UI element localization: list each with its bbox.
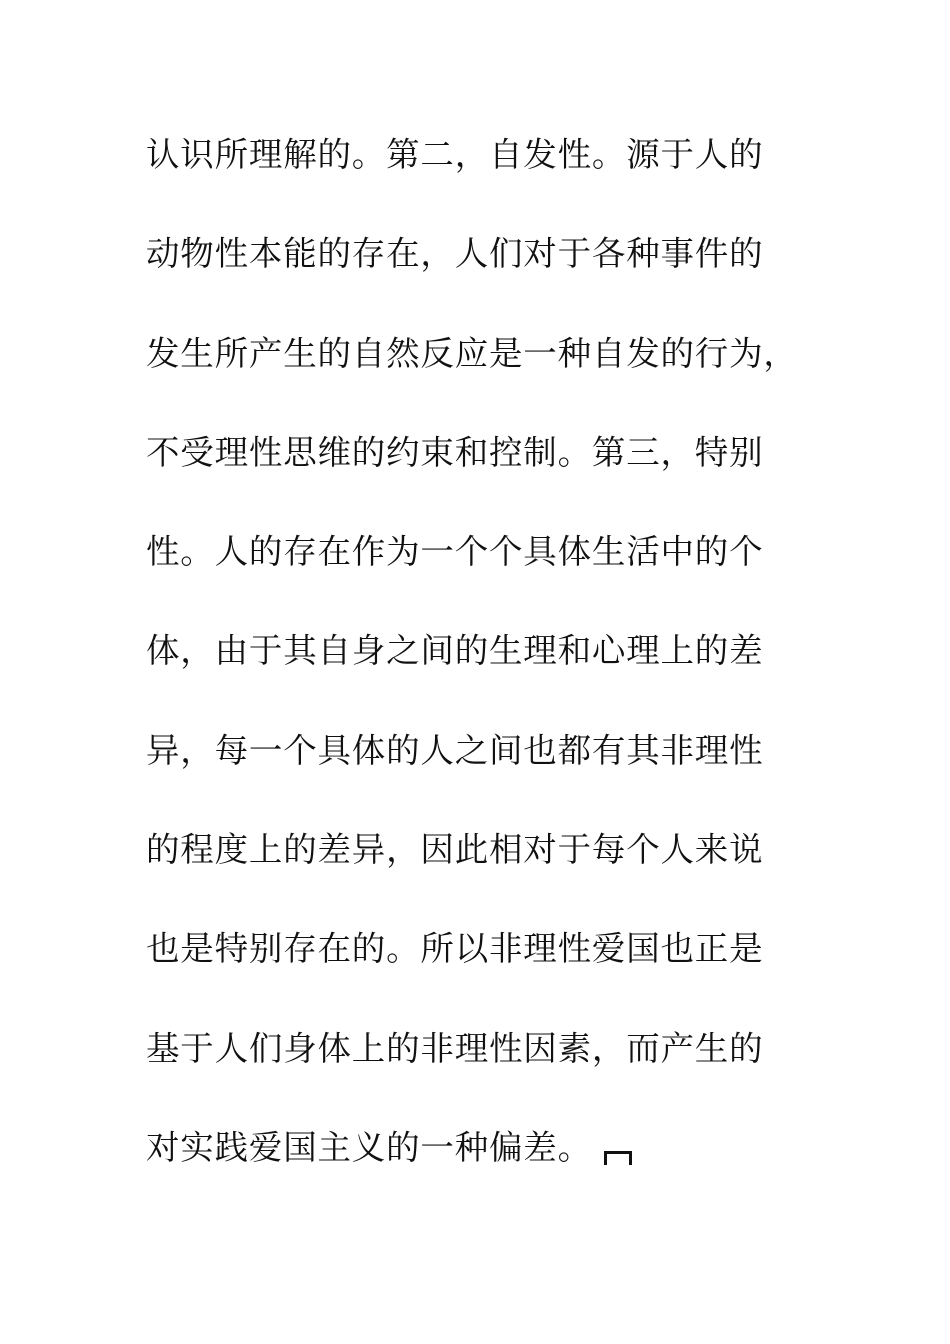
body-text [146, 120, 826, 1212]
text-line: 体，由于其自身之间的生理和心理上的差 [146, 631, 764, 671]
text-line: 异，每一个具体的人之间也都有其非理性 [146, 730, 764, 770]
text-line: 动物性本能的存在，人们对于各种事件的 [146, 234, 764, 274]
text-line: 的程度上的差异，因此相对于每个人来说 [146, 830, 764, 870]
last-text-line [146, 1113, 826, 1212]
text-line: 不受理性思维的约束和控制。第三，特别 [146, 432, 764, 472]
text-line: 认识所理解的。第二，自发性。源于人的 [146, 135, 764, 174]
text-line: 性。人的存在作为一个个具体生活中的个 [146, 532, 764, 572]
text-cursor-icon [604, 1151, 632, 1165]
last-line-text: 对实践爱国主义的一种偏差。 [146, 1127, 592, 1167]
text-line: 也是特别存在的。所以非理性爱国也正是 [146, 929, 764, 969]
text-line: 基于人们身体上的非理性因素，而产生的 [146, 1028, 764, 1068]
text-line: 发生所产生的自然反应是一种自发的行为， [146, 333, 798, 373]
